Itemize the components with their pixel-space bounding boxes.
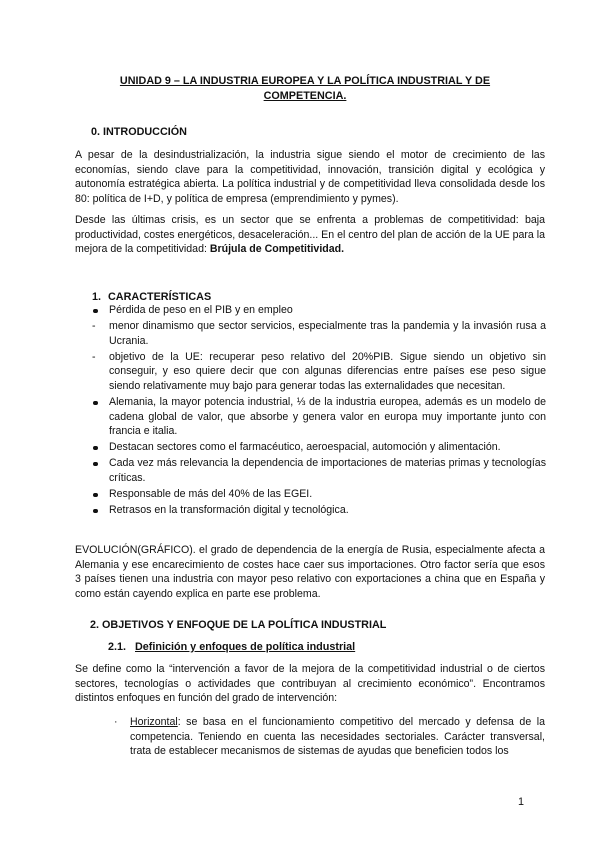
list-item (92, 350, 546, 394)
bullet-icon (92, 487, 104, 502)
list-item-text: objetivo de la UE: recuperar peso relativo del 20%PIB. Sigue siendo un objetivo sin conseguir, y eso quiere decir que con algunas diferencias entre países ese peso sigue siendo relativamente muy bajo para generar todas las externalidades que necesitan. (109, 350, 546, 392)
small-bullet-marker: · (114, 716, 118, 728)
subsection-number: 2.1. (108, 641, 127, 653)
bullet-icon (92, 503, 104, 518)
bullet-icon (92, 456, 104, 471)
list-item (92, 395, 546, 439)
unit-title: UNIDAD 9 – LA INDUSTRIA EUROPEA Y LA POLÍTICA INDUSTRIAL Y DE COMPETENCIA. (119, 75, 491, 102)
page-number: 1 (518, 796, 525, 808)
list-item-text: Retrasos en la transformación digital y tecnológica. (109, 504, 349, 517)
list-item (92, 503, 546, 518)
characteristics-list (92, 303, 546, 519)
bullet-icon (92, 303, 104, 318)
list-item-text: Pérdida de peso en el PIB y en empleo (109, 304, 293, 316)
evolution-paragraph: EVOLUCIÓN(GRÁFICO). el grado de dependencia de la energía de Rusia, especialmente afecta a Alemania y ese encarecimiento de costes hace caer sus importaciones. Otro factor sería que esos 3 países tienen una industria con mayor peso relativo con exportaciones a china que en España y como están cayendo explica en parte ese problema. (75, 544, 545, 600)
subsection-heading (108, 640, 355, 655)
characteristics-title: CARACTERÍSTICAS (108, 291, 212, 303)
list-item-text: menor dinamismo que sector servicios, especialmente tras la pandemia y la invasión rusa a Ucrania. (109, 320, 546, 347)
horizontal-term: Horizontal (130, 716, 178, 728)
intro-paragraph-1: A pesar de la desindustrialización, la industria sigue siendo el motor de crecimiento de las economías, siendo clave para la competitividad, innovación, transición digital y ecológica y autonomía estratégica abierta. La política industrial y de competitividad lleva consolidada desde los 80: política de I+D, y política de empresa (emprendimiento y pymes). (75, 149, 545, 205)
definition-paragraph: Se define como la “intervención a favor de la mejora de la competitividad industrial o de ciertos sectores, tecnologías o actividades que contribuyan al crecimiento económico”. Encontramos distintos enfoques en función del grado de intervención: (75, 663, 545, 705)
bullet-icon (92, 395, 104, 410)
horizontal-approach-item (114, 715, 545, 759)
list-item (92, 440, 546, 455)
list-item (92, 303, 546, 318)
list-item (92, 456, 546, 485)
characteristics-number: 1. (92, 291, 102, 303)
list-item (92, 487, 546, 502)
horizontal-description: : se basa en el funcionamiento competitivo del mercado y defensa de la competencia. Teniendo en cuenta las necesidades sectoriales. Carácter transversal, trata de establecer mecanismos de sistemas de ayudas que beneficien todos los (130, 716, 545, 758)
list-item-text: Responsable de más del 40% de las EGEI. (109, 488, 313, 501)
dash-marker: - (92, 350, 96, 363)
dash-marker: - (92, 320, 96, 333)
intro-paragraph-2 (75, 213, 545, 257)
list-item-text: Destacan sectores como el farmacéutico, aeroespacial, automoción y alimentación. (109, 441, 501, 454)
objectives-heading: 2. OBJETIVOS Y ENFOQUE DE LA POLÍTICA INDUSTRIAL (90, 619, 387, 631)
list-item (92, 319, 546, 348)
intro-heading: 0. INTRODUCCIÓN (91, 126, 187, 138)
bullet-icon (92, 440, 104, 455)
list-item-text: Alemania, la mayor potencia industrial, ⅓ de la industria europea, además es un modelo de cadena global de valor, que absorbe y genera valor en europa muy importante junto con francia e italia. (109, 396, 546, 438)
competitiveness-compass: Brújula de Competitividad. (209, 243, 345, 256)
list-item-text: Cada vez más relevancia la dependencia de importaciones de materias primas y tecnologías críticas. (109, 457, 546, 485)
horizontal-approach-text (114, 715, 545, 759)
intro-paragraph-2-text: Desde las últimas crisis, es un sector que se enfrenta a problemas de competitividad: baja productividad, costes energéticos, desaceleración... En el centro del plan de acción de la UE para la mejora de la competitividad: (75, 214, 545, 256)
subsection-title: Definición y enfoques de política industrial (135, 641, 356, 653)
